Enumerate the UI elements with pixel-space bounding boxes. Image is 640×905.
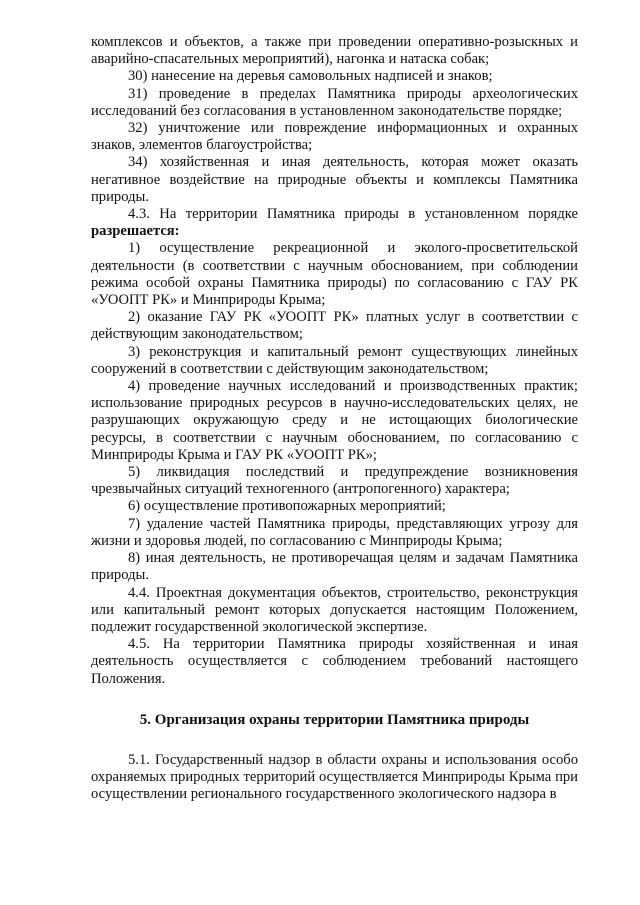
list-item-31: 31) проведение в пределах Памятника природы археологических исследований без согласования в установленном законодательстве порядке; bbox=[91, 85, 578, 119]
list-item-32: 32) уничтожение или повреждение информационных и охранных знаков, элементов благоустройства; bbox=[91, 120, 578, 154]
permitted-item-6: 6) осуществление противопожарных мероприятий; bbox=[128, 498, 446, 515]
permitted-item-4: 4) проведение научных исследований и производственных практик; использование природных ресурсов в научно-исследовательских целях, не разрушающих окружающую среду и не истощающих биологические ресурсы, в соответствии с научным обоснованием, по согласованию с Минприроды Крыма и ГАУ РК «УООПТ РК»; bbox=[91, 378, 578, 463]
permitted-item-7: 7) удаление частей Памятника природы, представляющих угрозу для жизни и здоровья людей, по согласованию с Минприроды Крыма; bbox=[91, 515, 578, 549]
permitted-item-3: 3) реконструкция и капитальный ремонт существующих линейных сооружений в соответствии с действующим законодательством; bbox=[91, 343, 578, 377]
paragraph-continuation: комплексов и объектов, а также при проведении оперативно-розыскных и аварийно-спасательных мероприятий), нагонка и натаска собак; bbox=[91, 34, 578, 68]
clause-4-3 bbox=[91, 206, 578, 240]
permitted-item-2: 2) оказание ГАУ РК «УООПТ РК» платных услуг в соответствии с действующим законодательством; bbox=[91, 309, 578, 343]
list-item-30: 30) нанесение на деревья самовольных надписей и знаков; bbox=[128, 68, 493, 85]
clause-4-5: 4.5. На территории Памятника природы хозяйственная и иная деятельность осуществляется с соблюдением требований настоящего Положения. bbox=[91, 636, 578, 687]
clause-4-4: 4.4. Проектная документация объектов, строительство, реконструкция или капитальный ремонт которых допускается настоящим Положением, подлежит государственной экологической экспертизе. bbox=[91, 584, 578, 635]
list-item-34: 34) хозяйственная и иная деятельность, которая может оказать негативное воздействие на природные объекты и комплексы Памятника природы. bbox=[91, 154, 578, 205]
clause-4-3-emphasis: разрешается: bbox=[91, 223, 180, 240]
clause-4-3-text: 4.3. На территории Памятника природы в установленном порядке bbox=[128, 206, 578, 223]
permitted-item-1: 1) осуществление рекреационной и эколого-просветительской деятельности (в соответствии с научным обоснованием, при соблюдении режима особой охраны Памятника природы) по согласованию с ГАУ РК «УООПТ РК» и Минприроды Крыма; bbox=[91, 240, 578, 309]
clause-5-1: 5.1. Государственный надзор в области охраны и использования особо охраняемых природных территорий осуществляется Минприроды Крыма при осуществлении регионального государственного экологического надзора в bbox=[91, 751, 578, 803]
section-heading: 5. Организация охраны территории Памятника природы bbox=[139, 711, 530, 728]
permitted-item-5: 5) ликвидация последствий и предупреждение возникновения чрезвычайных ситуаций техногенного (антропогенного) характера; bbox=[91, 464, 578, 498]
permitted-item-8: 8) иная деятельность, не противоречащая целям и задачам Памятника природы. bbox=[91, 550, 578, 584]
